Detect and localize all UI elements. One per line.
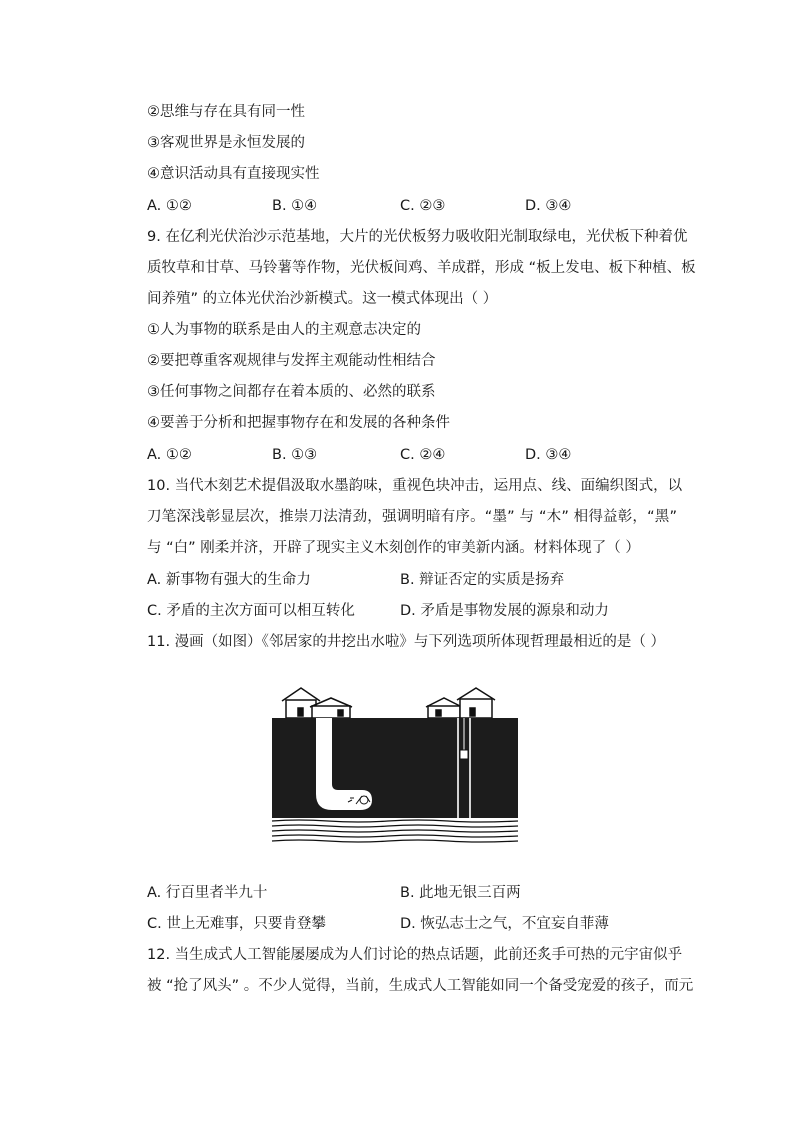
answer-choice: C. 世上无难事，只要肯登攀	[147, 916, 326, 932]
answer-choice: A. 新事物有强大的生命力	[147, 572, 311, 588]
cartoon-well-illustration	[268, 684, 522, 848]
question-11-stem: 11. 漫画（如图）《邻居家的井挖出水啦》与下列选项所体现哲理最相近的是（ ）	[147, 634, 666, 650]
question-10-stem-line: 与 “白” 刚柔并济，开辟了现实主义木刻创作的审美新内涵。材料体现了（ ）	[147, 540, 640, 556]
question-9-stem-line: 9. 在亿利光伏治沙示范基地，大片的光伏板努力吸收阳光制取绿电，光伏板下种着优	[147, 229, 688, 245]
answer-choice: D. 恢弘志士之气，不宜妄自菲薄	[400, 916, 609, 932]
answer-choice: D. ③④	[525, 447, 572, 463]
answer-choice: D. ③④	[525, 198, 572, 214]
option-line: ④意识活动具有直接现实性	[147, 166, 320, 182]
option-line: ②思维与存在具有同一性	[147, 104, 305, 120]
question-12-stem-line: 12. 当生成式人工智能屡屡成为人们讨论的热点话题，此前还炙手可热的元宇宙似乎	[147, 947, 683, 963]
answer-choice: B. ①③	[272, 447, 318, 463]
question-9-item: ④要善于分析和把握事物存在和发展的各种条件	[147, 415, 450, 431]
question-9-stem-line: 间养殖” 的立体光伏治沙新模式。这一模式体现出（ ）	[147, 291, 498, 307]
question-9-item: ①人为事物的联系是由人的主观意志决定的	[147, 322, 421, 338]
question-9-stem-line: 质牧草和甘草、马铃薯等作物，光伏板间鸡、羊成群，形成 “板上发电、板下种植、板	[147, 260, 696, 276]
answer-choice: C. ②③	[400, 198, 446, 214]
question-9-item: ②要把尊重客观规律与发挥主观能动性相结合	[147, 353, 436, 369]
answer-choice: A. ①②	[147, 447, 192, 463]
answer-choice: D. 矛盾是事物发展的源泉和动力	[400, 603, 609, 619]
answer-choice: B. ①④	[272, 198, 318, 214]
answer-choice: B. 辩证否定的实质是扬弃	[400, 572, 565, 588]
answer-choice: A. ①②	[147, 198, 192, 214]
question-10-stem-line: 刀笔深浅彰显层次，推崇刀法清劲，强调明暗有序。“墨” 与 “木” 相得益彰，“黑”	[147, 509, 677, 525]
question-12-stem-line: 被 “抢了风头” 。不少人觉得，当前，生成式人工智能如同一个备受宠爱的孩子，而元	[147, 978, 694, 994]
right-house-icon	[426, 688, 495, 718]
answer-choice: C. 矛盾的主次方面可以相互转化	[147, 603, 355, 619]
left-house-icon	[282, 688, 352, 718]
answer-choice: A. 行百里者半九十	[147, 885, 268, 901]
answer-choice: B. 此地无银三百两	[400, 885, 521, 901]
question-9-item: ③任何事物之间都存在着本质的、必然的联系	[147, 384, 436, 400]
question-10-stem-line: 10. 当代木刻艺术提倡汲取水墨韵味，重视色块冲击，运用点、线、面编织图式，以	[147, 478, 683, 494]
ground-block	[272, 718, 518, 818]
option-line: ③客观世界是永恒发展的	[147, 135, 305, 151]
answer-choice: C. ②④	[400, 447, 446, 463]
